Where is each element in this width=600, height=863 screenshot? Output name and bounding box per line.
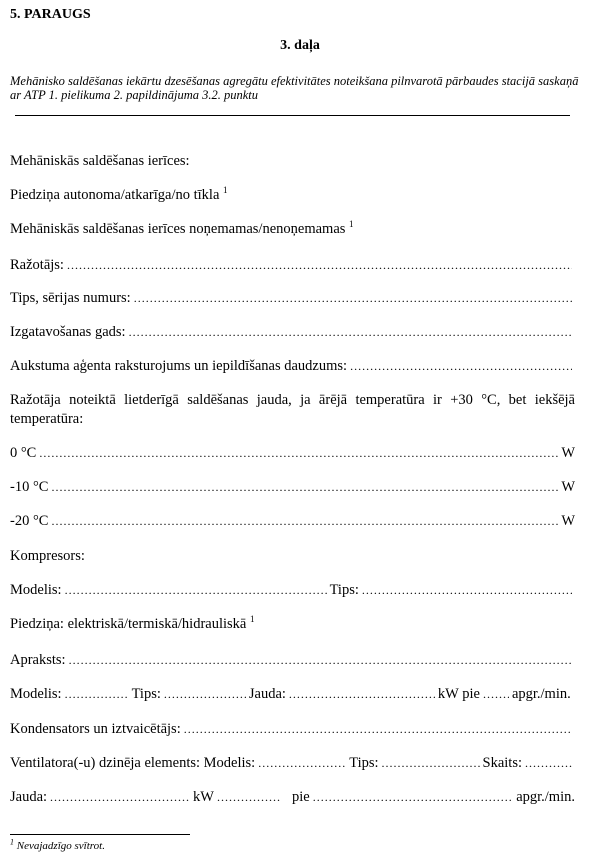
footnote-ref: 1 xyxy=(349,219,354,230)
model-field[interactable] xyxy=(65,583,327,598)
fan-motor-row xyxy=(10,755,575,772)
compressor-drive-text: Piedziņa: elektriskā/termiskā/hidrauliskā xyxy=(10,616,247,632)
removable-text: Mehāniskās saldēšanas ierīces noņemamas/nenoņemamas xyxy=(10,221,346,237)
refrigerant-row xyxy=(10,358,575,375)
fan-model-field[interactable] xyxy=(258,756,346,771)
condenser-row xyxy=(10,721,575,738)
model-label: Modelis: xyxy=(10,686,62,702)
at-label: pie xyxy=(291,789,310,805)
type-label: Tips: xyxy=(131,686,161,702)
temp-row-0 xyxy=(10,445,575,462)
unit-label: W xyxy=(561,445,575,461)
model-power-row xyxy=(10,686,575,703)
model2-field[interactable] xyxy=(65,687,129,702)
type2-field[interactable] xyxy=(164,687,246,702)
temp-1-field[interactable] xyxy=(51,480,558,495)
subtitle-line-2: ar ATP 1. pielikuma 2. papildinājuma 3.2. punktu xyxy=(10,88,259,102)
condenser-field[interactable] xyxy=(184,722,572,737)
capacity-line-2: temperatūra: xyxy=(10,411,84,427)
manufacturer-label: Ražotājs: xyxy=(10,257,64,273)
rpm-label: apgr./min. xyxy=(516,789,575,805)
count-field[interactable] xyxy=(525,756,572,771)
fan-type-label: Tips: xyxy=(349,755,379,771)
capacity-line-1: Ražotāja noteiktā lietderīgā saldēšanas jauda, ja ārējā temperatūra ir +30 °C, bet iekšējā xyxy=(10,392,575,408)
temp-2-field[interactable] xyxy=(51,514,558,529)
footnote-marker: 1 xyxy=(10,837,14,847)
fan-power-field[interactable] xyxy=(50,790,190,805)
temp-label: -10 °C xyxy=(10,479,49,495)
drive-line xyxy=(10,187,228,204)
refrigerant-field[interactable] xyxy=(350,359,572,374)
type-serial-row xyxy=(10,290,575,307)
description-field[interactable] xyxy=(69,653,572,668)
unit-label: W xyxy=(561,479,575,495)
count-label: Skaits: xyxy=(482,755,523,771)
part-label: 3. daļa xyxy=(280,38,320,53)
unit-label: W xyxy=(561,513,575,529)
refrigerant-label: Aukstuma aģenta raksturojums un iepildīšanas daudzums: xyxy=(10,358,348,374)
year-row xyxy=(10,324,575,341)
kw-at-label: kW pie xyxy=(437,686,480,702)
compressor-drive-line xyxy=(10,616,255,633)
title-rule xyxy=(15,115,570,116)
type-label: Tips: xyxy=(329,582,359,598)
rpm-field[interactable] xyxy=(483,687,509,702)
description-row xyxy=(10,652,575,669)
power-label: Jauda: xyxy=(248,686,286,702)
description-label: Apraksts: xyxy=(10,652,66,668)
fan-rpm-field[interactable] xyxy=(313,790,513,805)
type-serial-label: Tips, sērijas numurs: xyxy=(10,290,131,306)
compressor-model-row xyxy=(10,582,575,599)
subtitle-line-1: Mehānisko saldēšanas iekārtu dzesēšanas agregātu efektivitātes noteikšana pilnvarotā pārbaudes stacijā saskaņā xyxy=(10,74,579,88)
drive-text: Piedziņa autonoma/atkarīga/no tīkla xyxy=(10,187,220,203)
removable-line xyxy=(10,221,354,238)
year-field[interactable] xyxy=(129,325,572,340)
fan-type-field[interactable] xyxy=(382,756,480,771)
fan-kw-field[interactable] xyxy=(217,790,281,805)
form-label: 5. PARAUGS xyxy=(10,7,91,22)
footnote-rule xyxy=(10,834,190,835)
fan-model-label: Ventilatora(-u) dzinēja elements: Modelis: xyxy=(10,755,256,771)
type-serial-field[interactable] xyxy=(134,291,572,306)
fan-power-row xyxy=(10,789,575,806)
footnote-ref: 1 xyxy=(223,185,228,196)
footnote-ref: 1 xyxy=(250,614,255,625)
manufacturer-row xyxy=(10,257,575,274)
model-label: Modelis: xyxy=(10,582,62,598)
condenser-label: Kondensators un iztvaicētājs: xyxy=(10,721,181,737)
power-label: Jauda: xyxy=(10,789,48,805)
power-field[interactable] xyxy=(289,687,435,702)
temp-label: -20 °C xyxy=(10,513,49,529)
type-field[interactable] xyxy=(362,583,572,598)
kw-label: kW xyxy=(193,789,214,805)
year-label: Izgatavošanas gads: xyxy=(10,324,126,340)
compressor-heading: Kompresors: xyxy=(10,548,85,564)
manufacturer-field[interactable] xyxy=(67,258,572,273)
temp-0-field[interactable] xyxy=(39,446,558,461)
temp-label: 0 °C xyxy=(10,445,37,461)
footnote-text: Nevajadzīgo svītrot. xyxy=(16,840,105,852)
mech-devices-heading: Mehāniskās saldēšanas ierīces: xyxy=(10,153,190,169)
temp-row-1 xyxy=(10,479,575,496)
footnote xyxy=(10,837,105,852)
rpm-label: apgr./min. xyxy=(511,686,571,702)
temp-row-2 xyxy=(10,513,575,530)
